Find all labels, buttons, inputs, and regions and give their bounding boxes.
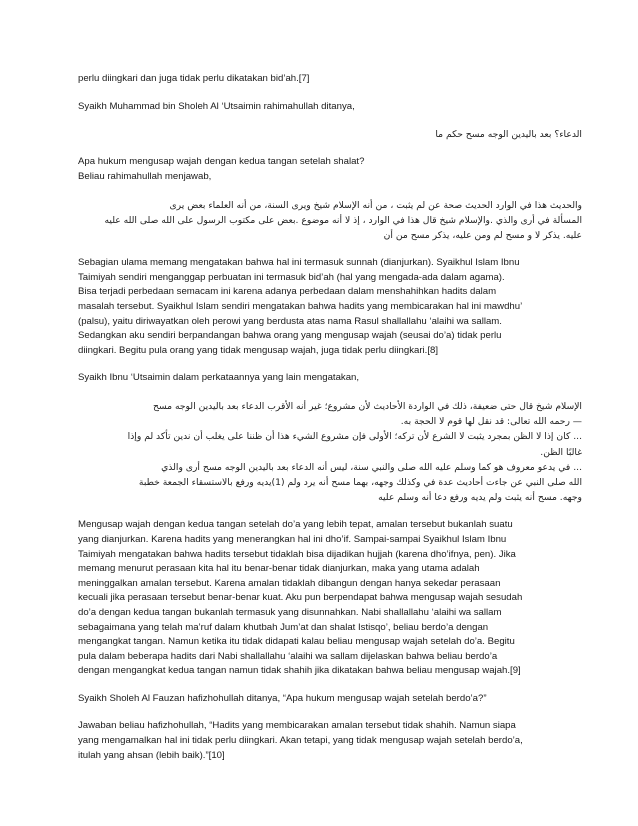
paragraph: perlu diingkari dan juga tidak perlu dikatakan bid’ah.[7] <box>78 73 310 84</box>
paragraph: Syaikh Ibnu ‘Utsaimin dalam perkataannya yang lain mengatakan, <box>78 372 360 384</box>
arabic-paragraph: الإسلام شيخ قال حتى ضعيفة، ذلك في الواردة الأحاديث لأن مشروع؛ غير أنه الأقرب الدعاء بعد باليدين الوجه مسح — رحمه الله تعالى: قد نقل لها قوم لا الحجة به. ... كان إذا لا الظن بمجرد يثبت لا الشرع لأن تركه؛ الأولى فإن مشروع الشيء هذا أن ظننا على يغلب أن ندين تأكد لم وإذا غالبًا الظن. ... في يدعو معروف هو كما وسلم عليه الله صلى والنبي سنة، ليس أنه الدعاء بعد باليدين الوجه مسح أرى والذي الله صلى النبي عن جاءت أحاديث عدة في وكذلك وجهه، بهما مسح أنه يرد ولم (1)يديه ورفع بالاستسقاء الجمعة خطبة وجهه. مسح أنه يثبت ولم يديه ورفع دعا أنه وسلم عليه <box>127 400 582 504</box>
arabic-paragraph: الدعاء؟ بعد باليدين الوجه مسح حكم ما <box>435 129 582 141</box>
paragraph: Syaikh Sholeh Al Fauzan hafizhohullah ditanya, “Apa hukum mengusap wajah setelah berdo’a?” <box>78 692 487 704</box>
paragraph: Syaikh Muhammad bin Sholeh Al ‘Utsaimin rahimahullah ditanya, <box>78 100 355 112</box>
paragraph: Mengusap wajah dengan kedua tangan setelah do’a yang lebih tepat, amalan tersebut bukanlah suatu yang dianjurkan. Karena hadits yang menerangkan hal ini dho’if. Sampai-sampai Syaikhul Islam Ibnu Taimiyah mengatakan bahwa hadits tersebut tidaklah bisa dijadikan hujjah (karena dho’ifnya, pen). Jika memang menurut perasaan kita hal itu benar-benar tidak dianjurkan, maka yang utama adalah meninggalkan amalan tersebut. Karena amalan tidaklah dibangun dengan hanya sekedar perasaan kecuali jika perasaan tersebut benar-benar kuat. Aku pun berpendapat bahwa mengusap wajah sesudah do’a dengan kedua tangan bukanlah termasuk yang disunnahkan. Nabi shallallahu ‘alaihi wa sallam sebagaimana yang telah ma’ruf dalam khutbah Jum’at dan shalat Istisqo’, beliau berdo’a dengan mengangkat tangan. Namun ketika itu tidak didapati kalau beliau mengusap wajah setelah do’a. Begitu pula dalam beberapa hadits dari Nabi shallallahu ‘alaihi wa sallam dijelaskan bahwa beliau berdo’a dengan mengangkat kedua tangan namun tidak shahih jika dikatakan bahwa beliau mengusap wajah.[9] <box>78 519 523 677</box>
arabic-paragraph: والحديث هذا في الوارد الحديث صحة عن لم يثبت ، من أنه الإسلام شيخ ويرى السنة، من أنه العلماء بعض يرى المسألة في أرى والذي .والإسلام شيخ قال هذا في الوارد ، إذ لا أنه موضوع .بعض على مكتوب الرسول على الله صلى الله عليه عليه. يذكر لا و مسح لم ومن عليه، يذكر مسح من أن <box>104 199 582 241</box>
paragraph: Apa hukum mengusap wajah dengan kedua tangan setelah shalat? Beliau rahimahullah menjawab, <box>78 156 365 182</box>
paragraph: Sebagian ulama memang mengatakan bahwa hal ini termasuk sunnah (dianjurkan). Syaikhul Islam Ibnu Taimiyah sendiri menganggap perbuatan ini termasuk bid’ah (hal yang mengada-ada dalam agama). Bisa terjadi perbedaan semacam ini karena adanya perbedaan dalam menshahihkan hadits dalam masalah tersebut. Syaikhul Islam sendiri mengatakan bahwa hadits yang membicarakan hal ini mawdhu’ (palsu), yaitu diriwayatkan oleh perowi yang berdusta atas nama Rasul shallallahu ‘alaihi wa sallam. Sedangkan aku sendiri berpandangan bahwa orang yang mengusap wajah (seusai do’a) tidak perlu diingkari. Begitu pula orang yang tidak mengusap wajah, juga tidak perlu diingkari.[8] <box>78 257 523 356</box>
paragraph: Jawaban beliau hafizhohullah, “Hadits yang membicarakan amalan tersebut tidak shahih. Namun siapa yang mengamalkan hal ini tidak perlu diingkari. Akan tetapi, yang tidak mengusap wajah setelah berdo’a, itulah yang ahsan (lebih baik).”[10] <box>78 720 523 761</box>
